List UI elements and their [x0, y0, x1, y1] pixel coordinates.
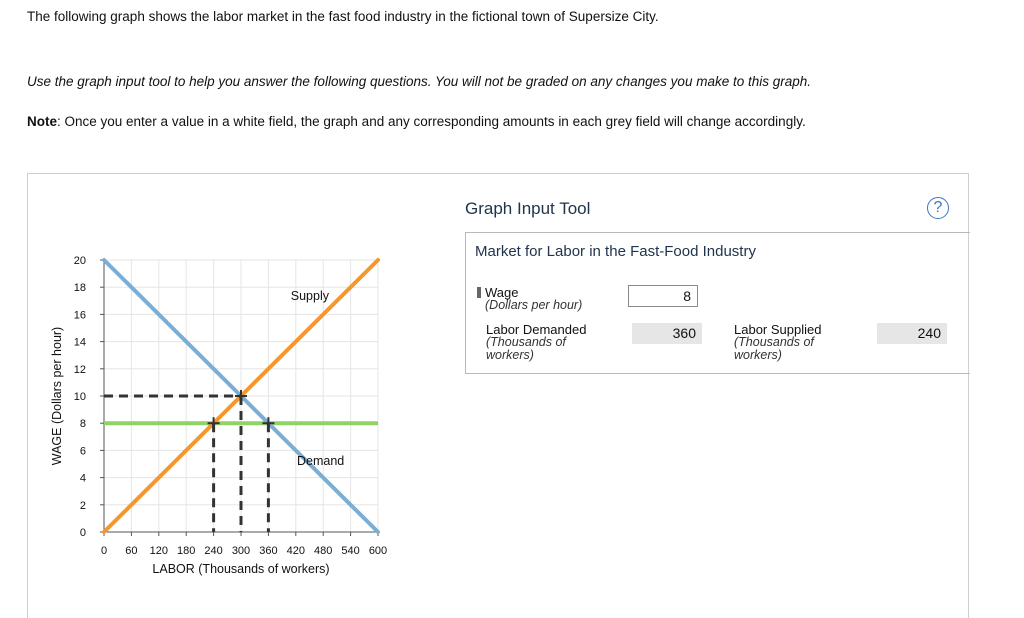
x-tick-label: 0 [100, 545, 108, 557]
wage-color-swatch [477, 287, 481, 298]
wage-label: Wage [485, 285, 519, 300]
graph-input-tool-title: Graph Input Tool [465, 199, 591, 218]
x-tick-label: 180 [177, 545, 196, 557]
y-tick-label: 18 [73, 282, 86, 295]
labor-supplied-label-group [734, 323, 821, 362]
market-title: Market for Labor in the Fast-Food Industry [475, 243, 756, 260]
y-axis-label: WAGE (Dollars per hour) [50, 326, 64, 466]
labor-demanded-label: Labor Demanded [486, 322, 587, 337]
question-mark-icon[interactable]: ? [927, 197, 949, 219]
y-tick-label: 20 [73, 255, 86, 267]
y-tick-label: 10 [73, 391, 86, 403]
instructions-text: Use the graph input tool to help you answer the following questions. You will not be graded on any changes you make to this graph. [27, 74, 812, 89]
y-tick-label: 0 [79, 527, 86, 539]
x-tick-label: 300 [231, 545, 251, 557]
labor-supplied-label: Labor Supplied [734, 322, 822, 337]
intro-text: The following graph shows the labor market in the fast food industry in the fictional town of Supersize City. [27, 9, 659, 24]
x-tick-label: 120 [149, 545, 168, 557]
y-tick-label: 4 [79, 472, 86, 485]
x-tick-label: 420 [286, 545, 305, 557]
x-tick-label: 240 [204, 545, 223, 557]
labor-supplied-unit-line2: workers) [734, 348, 782, 362]
x-tick-label: 600 [368, 545, 388, 557]
labor-supplied-unit-line1: (Thousands of [734, 335, 814, 349]
wage-input[interactable]: 8 [628, 285, 698, 307]
y-tick-label: 6 [79, 445, 86, 458]
y-tick-label: 8 [79, 418, 86, 431]
note-label: Note [27, 114, 57, 129]
y-tick-label: 12 [73, 363, 86, 376]
x-tick-label: 480 [314, 545, 333, 557]
note-body: : Once you enter a value in a white field, the graph and any corresponding amounts in each grey field will change accordingly. [57, 114, 806, 129]
x-axis-label: LABOR (Thousands of workers) [152, 562, 330, 576]
labor-supplied-value: 240 [877, 323, 947, 344]
labor-demanded-value: 360 [632, 323, 702, 344]
x-tick-label: 60 [125, 545, 138, 557]
series-label-demand: Demand [297, 454, 345, 468]
y-tick-label: 14 [73, 336, 86, 349]
wage-label-group [477, 286, 582, 312]
x-tick-label: 540 [341, 545, 360, 557]
labor-demanded-unit-line1: (Thousands of [486, 335, 566, 349]
series-label-supply: Supply [290, 289, 329, 303]
x-tick-label: 360 [259, 545, 278, 557]
wage-unit: (Dollars per hour) [485, 298, 583, 312]
y-tick-label: 2 [79, 499, 86, 512]
labor-demanded-label-group [486, 323, 586, 362]
labor-demanded-unit-line2: workers) [486, 348, 534, 362]
y-tick-label: 16 [73, 309, 86, 322]
